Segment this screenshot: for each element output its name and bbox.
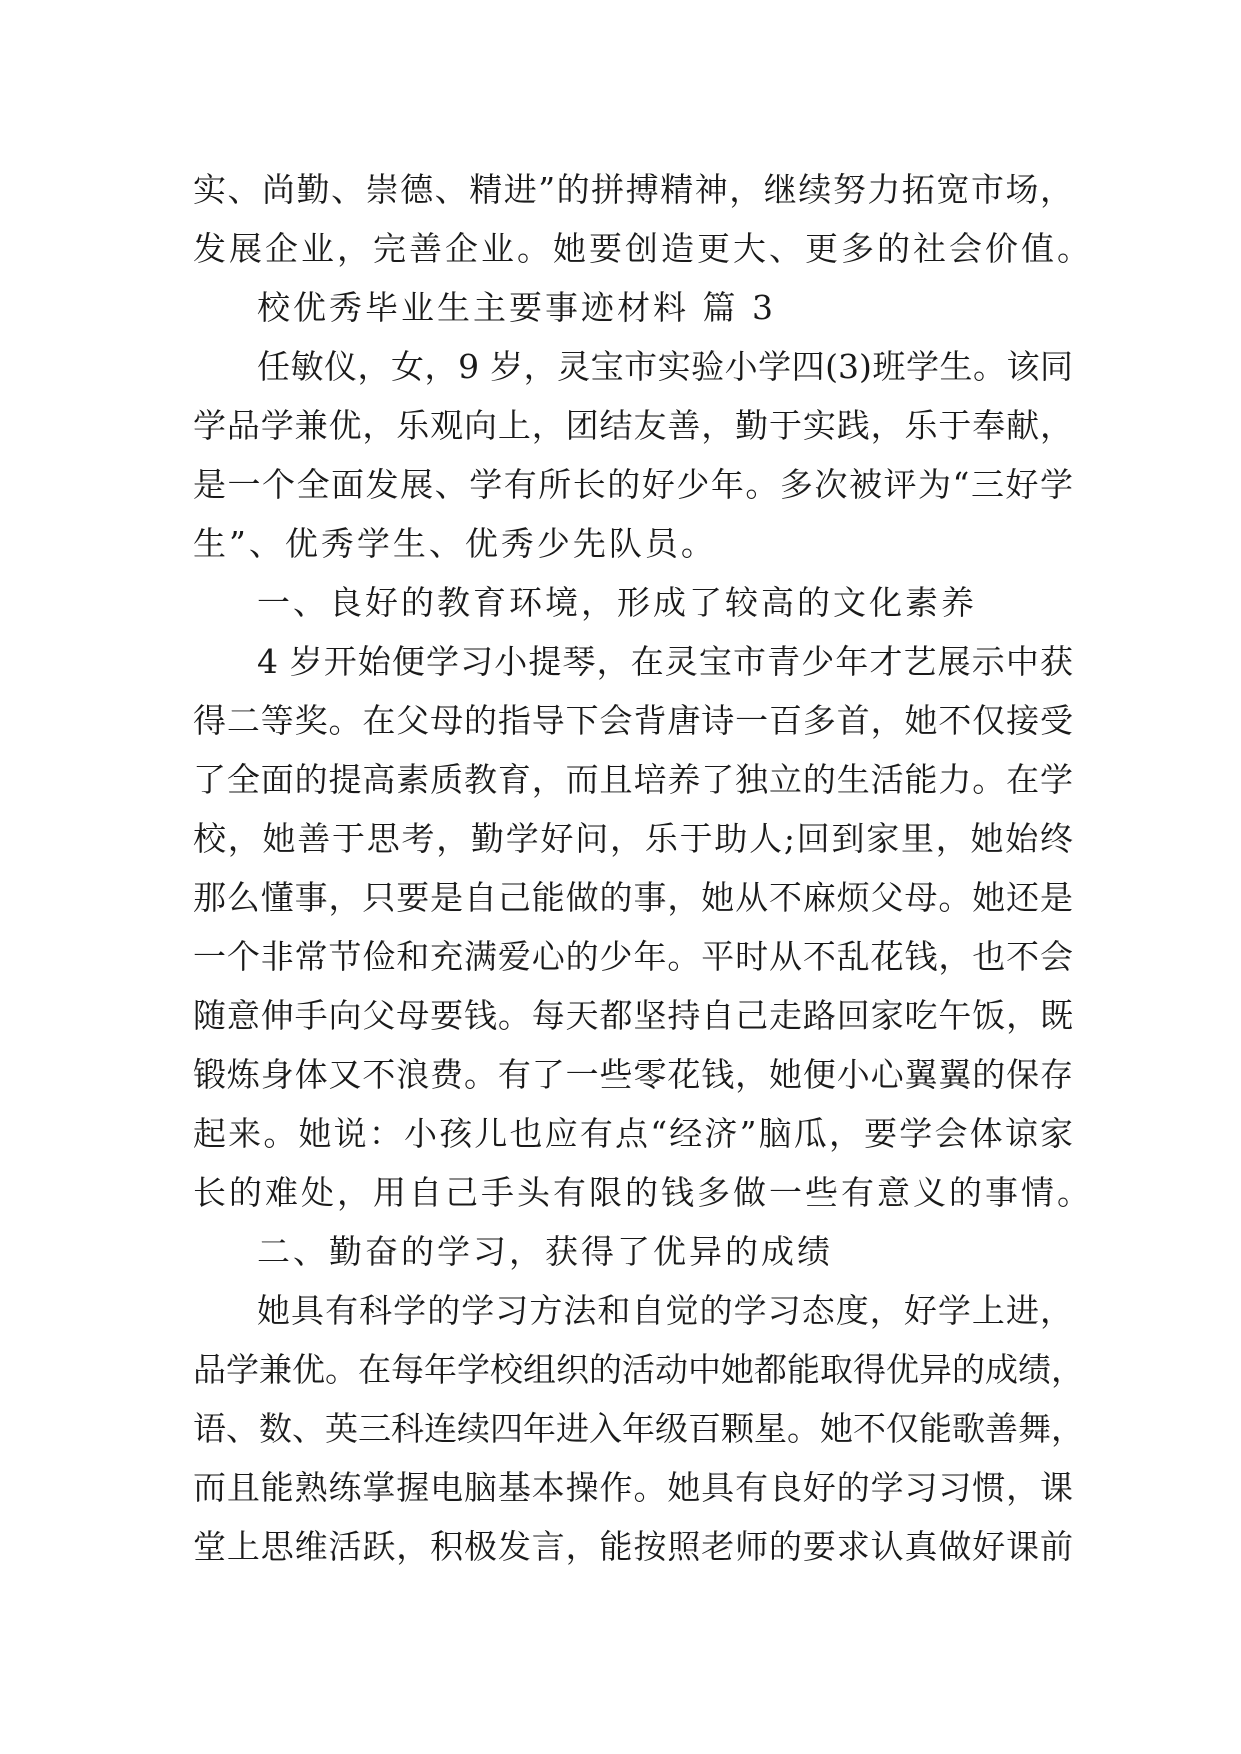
text-line: 一个非常节俭和充满爱心的少年。平时从不乱花钱，也不会 bbox=[193, 937, 1073, 976]
text-line: 发展企业，完善企业。她要创造更大、更多的社会价值。 bbox=[193, 229, 1093, 268]
text-line: 语、数、英三科连续四年进入年级百颗星。她不仅能歌善舞， bbox=[193, 1409, 1084, 1448]
text-line: 是一个全面发展、学有所长的好少年。多次被评为“三好学 bbox=[193, 465, 1073, 504]
text-line: 长的难处，用自己手头有限的钱多做一些有意义的事情。 bbox=[193, 1173, 1093, 1212]
paragraph-first-line: 4 岁开始便学习小提琴，在灵宝市青少年才艺展示中获 bbox=[257, 642, 1073, 681]
paragraph-first-line: 任敏仪，女，9 岁，灵宝市实验小学四(3)班学生。该同 bbox=[257, 347, 1073, 386]
document-body bbox=[193, 160, 1093, 1576]
paragraph-first-line: 一、良好的教育环境，形成了较高的文化素养 bbox=[257, 583, 977, 622]
paragraph-first-line: 二、勤奋的学习，获得了优异的成绩 bbox=[257, 1232, 833, 1271]
text-line: 而且能熟练掌握电脑基本操作。她具有良好的学习习惯，课 bbox=[193, 1468, 1073, 1507]
text-line: 校，她善于思考，勤学好问，乐于助人;回到家里，她始终 bbox=[193, 819, 1073, 858]
text-line: 生”、优秀学生、优秀少先队员。 bbox=[193, 524, 717, 563]
text-line: 那么懂事，只要是自己能做的事，她从不麻烦父母。她还是 bbox=[193, 878, 1073, 917]
text-line: 起来。她说：小孩儿也应有点“经济”脑瓜，要学会体谅家 bbox=[193, 1114, 1073, 1153]
text-line: 实、尚勤、崇德、精进”的拼搏精神，继续努力拓宽市场， bbox=[193, 170, 1073, 209]
text-line: 堂上思维活跃，积极发言，能按照老师的要求认真做好课前 bbox=[193, 1527, 1073, 1566]
text-line: 品学兼优。在每年学校组织的活动中她都能取得优异的成绩， bbox=[193, 1350, 1084, 1389]
paragraph-first-line: 校优秀毕业生主要事迹材料 篇 3 bbox=[257, 288, 776, 327]
paragraph-first-line: 她具有科学的学习方法和自觉的学习态度，好学上进， bbox=[257, 1291, 1073, 1330]
text-line: 了全面的提高素质教育，而且培养了独立的生活能力。在学 bbox=[193, 760, 1073, 799]
text-line: 得二等奖。在父母的指导下会背唐诗一百多首，她不仅接受 bbox=[193, 701, 1073, 740]
text-line: 锻炼身体又不浪费。有了一些零花钱，她便小心翼翼的保存 bbox=[193, 1055, 1073, 1094]
text-line: 随意伸手向父母要钱。每天都坚持自己走路回家吃午饭，既 bbox=[193, 996, 1073, 1035]
text-line: 学品学兼优，乐观向上，团结友善，勤于实践，乐于奉献， bbox=[193, 406, 1073, 445]
